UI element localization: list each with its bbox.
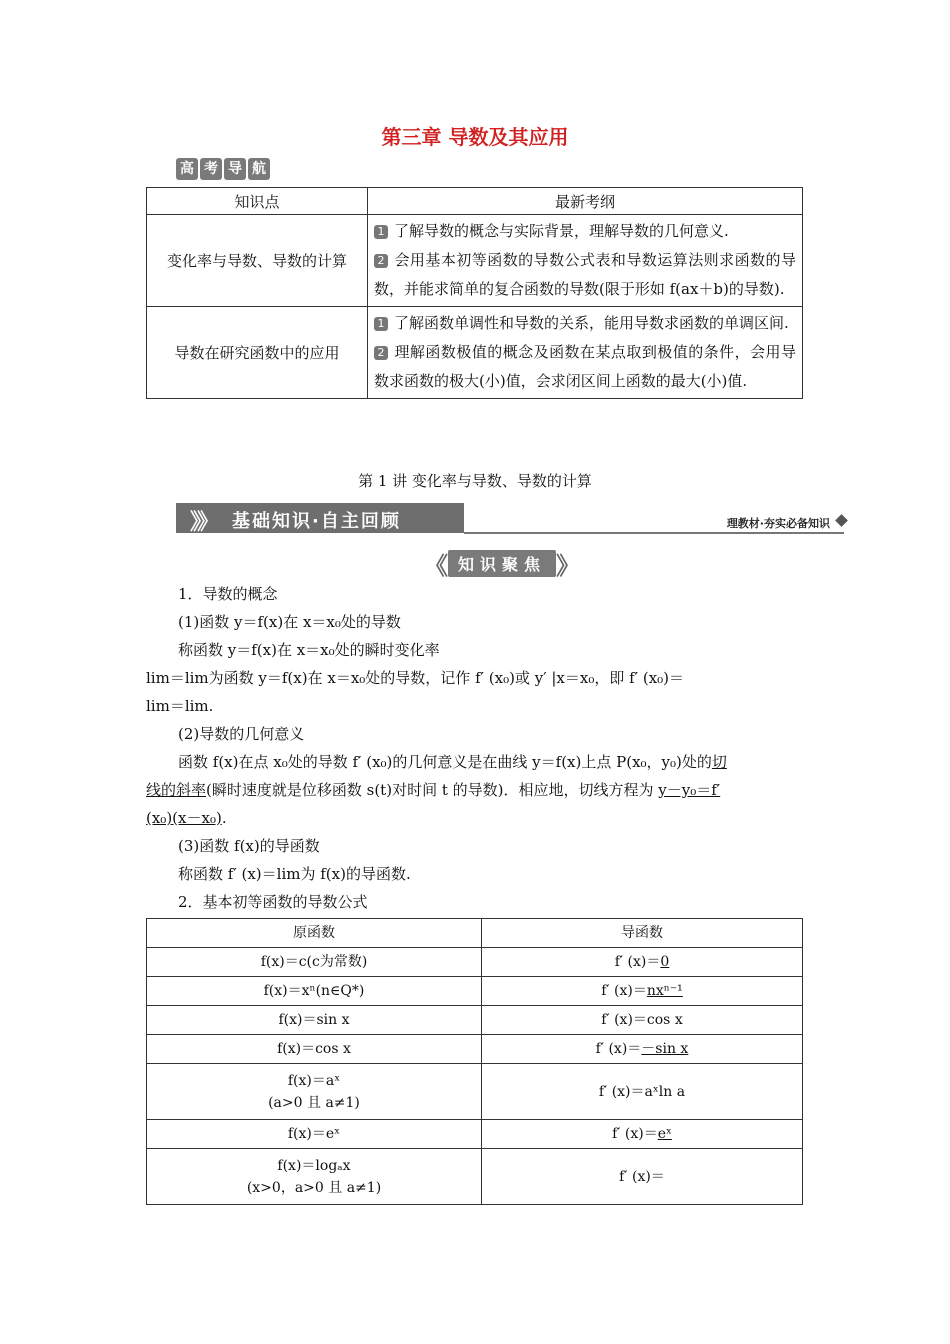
table-row — [147, 215, 803, 307]
topic-cell: 导数在研究函数中的应用 — [147, 307, 368, 399]
body-text: . — [221, 809, 227, 827]
banner-rule — [464, 532, 844, 534]
derivative-text: f′ (x)＝ — [619, 1168, 665, 1185]
number-badge: 1 — [374, 225, 388, 239]
function-condition: (x>0，a>0 且 a≠1) — [246, 1179, 382, 1196]
function-text: f(x)＝logₐx — [277, 1157, 351, 1174]
table-header-row — [147, 188, 803, 215]
table-row — [147, 948, 803, 977]
header-topic: 知识点 — [147, 188, 368, 215]
syllabus-item — [374, 338, 796, 396]
derivative-text: f′ (x)＝cos x — [601, 1012, 683, 1028]
answer-blank: (x₀)(x－x₀) — [146, 809, 222, 827]
derivative-text: f′ (x)＝ — [595, 1041, 642, 1057]
lecture-title: 第 1 讲 变化率与导数、导数的计算 — [358, 472, 592, 490]
derivative-text: f′ (x)＝ — [612, 1126, 658, 1142]
number-badge: 2 — [374, 346, 388, 360]
chapter-title: 第三章 导数及其应用 — [381, 125, 569, 149]
number-badge: 2 — [374, 254, 388, 268]
derivative-cell — [482, 1149, 803, 1205]
derivative-cell — [482, 1120, 803, 1149]
body-line: (2)导数的几何意义 — [178, 725, 305, 743]
function-cell: f(x)＝c(c为常数) — [147, 948, 482, 977]
section-banner — [176, 503, 846, 537]
syllabus-item — [374, 246, 796, 304]
derivative-cell — [482, 977, 803, 1006]
header-derivative: 导函数 — [482, 919, 803, 948]
focus-label-text: 知识聚焦 — [448, 550, 556, 577]
body-text: 函数 f(x)在点 x₀处的导数 f′ (x₀)的几何意义是在曲线 y＝f(x)上点 P(x₀，y₀)处的 — [178, 753, 712, 771]
chevron-icon: 》》 — [190, 510, 216, 535]
table-row — [147, 307, 803, 399]
syllabus-text: 会用基本初等函数的导数公式表和导数运算法则求函数的导数，并能求简单的复合函数的导数(限于形如 f(ax＋b)的导数). — [374, 251, 796, 298]
function-cell — [147, 1149, 482, 1205]
function-cell: f(x)＝sin x — [147, 1006, 482, 1035]
answer-blank: y－y₀＝f′ — [658, 781, 721, 799]
table-row — [147, 1120, 803, 1149]
outline-table — [146, 187, 803, 399]
derivative-cell — [482, 1064, 803, 1120]
derivative-cell — [482, 1006, 803, 1035]
function-condition: (a>0 且 a≠1) — [268, 1094, 360, 1111]
answer-blank: 0 — [660, 954, 670, 970]
nav-badge-char: 高 — [176, 158, 198, 180]
function-cell: f(x)＝eˣ — [147, 1120, 482, 1149]
syllabus-text: 了解导数的概念与实际背景，理解导数的几何意义. — [394, 222, 729, 240]
table-row — [147, 1006, 803, 1035]
function-cell — [147, 1064, 482, 1120]
nav-badge — [176, 158, 270, 180]
syllabus-item — [374, 217, 796, 246]
number-badge: 1 — [374, 317, 388, 331]
syllabus-text: 了解函数单调性和导数的关系，能用导数求函数的单调区间. — [394, 314, 789, 332]
body-line: 1．导数的概念 — [178, 585, 278, 603]
syllabus-cell — [368, 307, 803, 399]
answer-blank: 线的斜率 — [146, 781, 207, 799]
body-line: 2．基本初等函数的导数公式 — [178, 893, 368, 911]
header-syllabus: 最新考纲 — [368, 188, 803, 215]
body-line — [146, 776, 806, 804]
banner-title: 基础知识·自主回顾 — [232, 511, 401, 532]
function-cell: f(x)＝cos x — [147, 1035, 482, 1064]
function-text: f(x)＝aˣ — [287, 1072, 341, 1089]
derivative-text: f′ (x)＝ — [614, 954, 661, 970]
syllabus-item — [374, 309, 796, 338]
answer-blank: －sin x — [641, 1041, 689, 1057]
function-cell: f(x)＝xⁿ(n∈Q*) — [147, 977, 482, 1006]
nav-badge-char: 考 — [200, 158, 222, 180]
syllabus-cell — [368, 215, 803, 307]
left-bracket-icon: 《 — [424, 551, 448, 580]
nav-badge-char: 航 — [248, 158, 270, 180]
topic-cell: 变化率与导数、导数的计算 — [147, 215, 368, 307]
derivative-cell — [482, 1035, 803, 1064]
derivative-text: f′ (x)＝ — [601, 983, 647, 999]
body-line: lim＝lim为函数 y＝f(x)在 x＝x₀处的导数，记作 f′ (x₀)或 y′ |x＝x₀，即 f′ (x₀)＝ — [146, 669, 685, 687]
table-row — [147, 977, 803, 1006]
derivative-text: f′ (x)＝aˣln a — [598, 1083, 686, 1100]
table-header-row — [147, 919, 803, 948]
body-line: (3)函数 f(x)的导函数 — [178, 837, 320, 855]
answer-blank: 切 — [711, 753, 727, 771]
table-row — [147, 1035, 803, 1064]
diamond-icon — [835, 514, 848, 527]
table-row — [147, 1149, 803, 1205]
right-bracket-icon: 》 — [556, 551, 581, 580]
table-row — [147, 1064, 803, 1120]
body-line: 称函数 y＝f(x)在 x＝x₀处的瞬时变化率 — [178, 641, 440, 659]
body-line: lim＝lim. — [146, 697, 214, 715]
body-line — [146, 804, 806, 832]
formula-table — [146, 918, 803, 1205]
body-text: (瞬时速度就是位移函数 s(t)对时间 t 的导数)．相应地，切线方程为 — [206, 781, 659, 799]
derivative-cell — [482, 948, 803, 977]
body-line — [146, 748, 838, 776]
syllabus-text: 理解函数极值的概念及函数在某点取到极值的条件，会用导数求函数的极大(小)值，会求闭区间上函数的最大(小)值. — [374, 343, 796, 390]
body-line: 称函数 f′ (x)＝lim为 f(x)的导函数. — [178, 865, 411, 883]
header-original: 原函数 — [147, 919, 482, 948]
focus-label — [424, 549, 581, 580]
answer-blank: nxⁿ⁻¹ — [646, 983, 683, 999]
banner-subtitle: 理教材·夯实必备知识 — [726, 517, 830, 530]
answer-blank: eˣ — [657, 1126, 672, 1142]
body-line: (1)函数 y＝f(x)在 x＝x₀处的导数 — [178, 613, 401, 631]
nav-badge-char: 导 — [224, 158, 246, 180]
